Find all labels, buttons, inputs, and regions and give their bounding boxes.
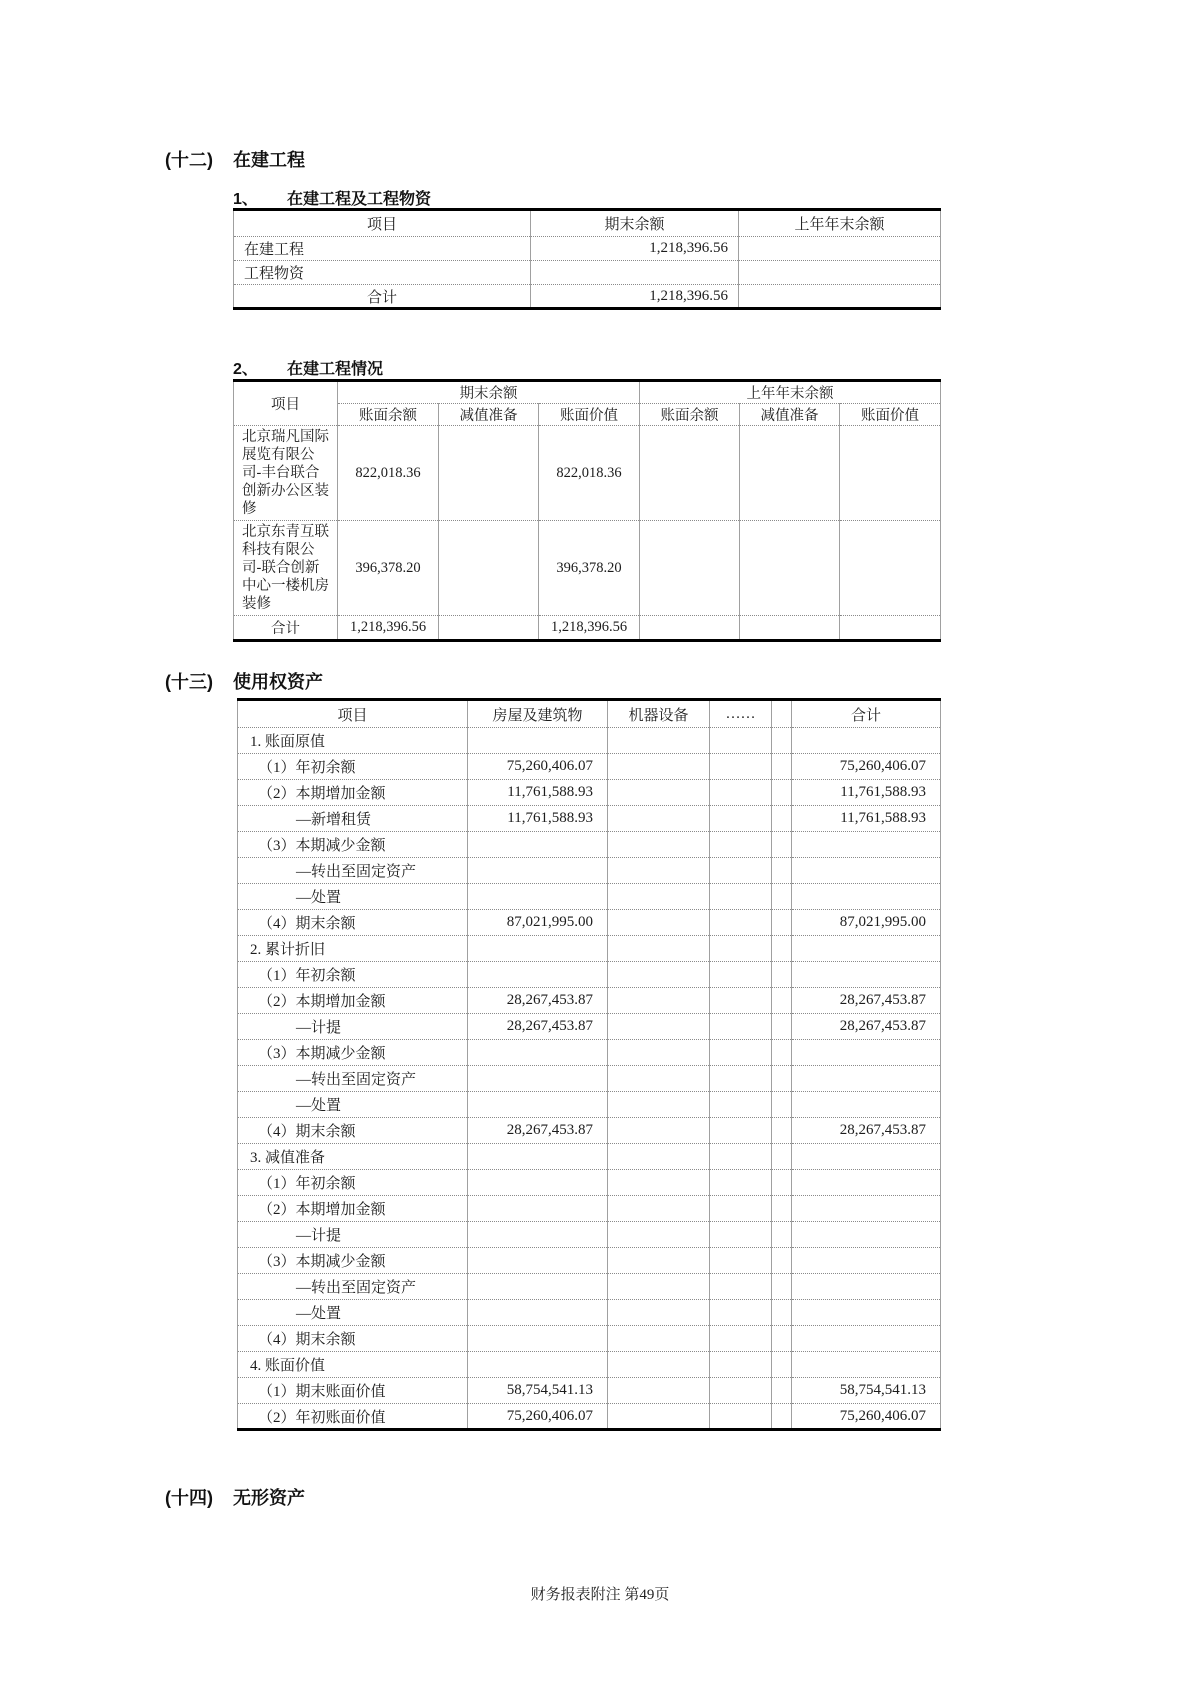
cell-ellipsis-value [710,936,772,962]
project-name: 北京东青互联科技有限公司-联合创新中心一楼机房装修 [234,521,338,616]
table-row [238,962,941,988]
cell-buildings-value [468,858,608,884]
cell-total-value: 11,761,588.93 [792,806,941,832]
cell-ellipsis-value [710,1118,772,1144]
subsection-1-number: 1、 [233,191,258,208]
table-row [238,1222,941,1248]
cell-machinery-value [608,858,710,884]
cell-buildings-value [468,1222,608,1248]
cell-machinery-value [608,1144,710,1170]
cell-machinery-value [608,884,710,910]
cell-total-value [792,1144,941,1170]
cell-total-value [792,1326,941,1352]
row-label: —转出至固定资产 [238,1066,468,1092]
table-row [234,237,941,261]
cell-blank-value [772,1014,792,1040]
cell-blank-value [772,1222,792,1248]
cell-buildings-value [468,962,608,988]
section-12-number: (十二) [165,150,213,170]
row-label: （1）年初余额 [238,754,468,780]
cell-blank-value [772,1352,792,1378]
table-row [238,1378,941,1404]
col-header-impairment: 减值准备 [439,404,539,426]
table-row [238,1326,941,1352]
cell-ellipsis-value [710,1144,772,1170]
cell-total-value [792,1274,941,1300]
cell-blank-value [772,1196,792,1222]
total-value: 1,218,396.56 [338,616,439,641]
section-14-heading [165,1484,305,1510]
cell-ellipsis-value [710,1066,772,1092]
cell-ellipsis-value [710,780,772,806]
col-header-book-balance: 账面余额 [640,404,740,426]
row-label: —处置 [238,1300,468,1326]
cell-machinery-value [608,988,710,1014]
prior-balance-value [739,237,941,261]
cell-ellipsis-value [710,1248,772,1274]
cell-machinery-value [608,1170,710,1196]
group-header-ending-balance: 期末余额 [338,381,640,404]
cell-ellipsis-value [710,962,772,988]
col-header-book-balance: 账面余额 [338,404,439,426]
cell-total-value [792,1040,941,1066]
cell-value: 396,378.20 [338,521,439,616]
cell-ellipsis-value [710,858,772,884]
table-row [238,1300,941,1326]
ending-balance-value: 1,218,396.56 [531,237,739,261]
cell-total-value [792,1248,941,1274]
page-footer: 财务报表附注 第49页 [530,1587,670,1603]
cell-ellipsis-value [710,1378,772,1404]
cell-machinery-value [608,1222,710,1248]
row-label: 在建工程 [234,237,531,261]
table-row [238,910,941,936]
cell-blank-value [772,1118,792,1144]
table-row [238,780,941,806]
cell-buildings-value: 75,260,406.07 [468,754,608,780]
total-value: 1,218,396.56 [539,616,640,641]
cell-blank-value [772,728,792,754]
cell-blank-value [772,858,792,884]
section-13-title: 使用权资产 [233,672,323,692]
col-header-buildings: 房屋及建筑物 [468,700,608,728]
row-label: 4. 账面价值 [238,1352,468,1378]
cell-ellipsis-value [710,1274,772,1300]
row-label: —新增租赁 [238,806,468,832]
cell-buildings-value: 75,260,406.07 [468,1404,608,1430]
cell-ellipsis-value [710,884,772,910]
table-header-row [234,210,941,237]
cell-buildings-value [468,832,608,858]
cell-blank-value [772,1404,792,1430]
project-name: 北京瑞凡国际展览有限公司-丰台联合创新办公区装修 [234,426,338,521]
table-row [238,1040,941,1066]
row-label: （4）期末余额 [238,1118,468,1144]
cell-blank-value [772,1300,792,1326]
cell-blank-value [772,1326,792,1352]
cell-total-value [792,1352,941,1378]
cell-total-value [792,1222,941,1248]
cell-total-value [792,1066,941,1092]
row-label: 3. 减值准备 [238,1144,468,1170]
col-header-book-value: 账面价值 [539,404,640,426]
cell-ellipsis-value [710,1222,772,1248]
cell-ellipsis-value [710,988,772,1014]
cell-machinery-value [608,1404,710,1430]
cell-buildings-value [468,728,608,754]
table-row [238,1352,941,1378]
cell-machinery-value [608,832,710,858]
cell-ellipsis-value [710,1300,772,1326]
cell-total-value [792,1092,941,1118]
table-total-row [234,285,941,309]
cell-machinery-value [608,1326,710,1352]
row-label: —计提 [238,1014,468,1040]
cell-buildings-value [468,1040,608,1066]
cell-machinery-value [608,806,710,832]
row-label: （2）本期增加金额 [238,988,468,1014]
row-label: —计提 [238,1222,468,1248]
cell-value: 822,018.36 [539,426,640,521]
section-13-heading [165,668,323,694]
subsection-2-title: 在建工程情况 [287,361,384,378]
cell-total-value: 87,021,995.00 [792,910,941,936]
cell-ellipsis-value [710,754,772,780]
table-row [238,1248,941,1274]
group-header-prior-year-balance: 上年年末余额 [640,381,941,404]
cell-value [439,521,539,616]
cip-detail-table [233,379,941,642]
cell-total-value: 75,260,406.07 [792,1404,941,1430]
subsection-2-heading [233,356,383,379]
cell-ellipsis-value [710,1014,772,1040]
table-row [234,426,941,521]
col-header-prior-year-balance: 上年年末余额 [739,210,941,237]
cell-buildings-value [468,1196,608,1222]
cell-machinery-value [608,1118,710,1144]
table-header-row [238,700,941,728]
ending-balance-value [531,261,739,285]
table-row [238,728,941,754]
cell-value [640,521,740,616]
cell-total-value [792,884,941,910]
row-label: （3）本期减少金额 [238,1248,468,1274]
subsection-2-number: 2、 [233,361,258,378]
table-row [238,806,941,832]
cell-buildings-value: 11,761,588.93 [468,806,608,832]
cell-blank-value [772,988,792,1014]
total-value [439,616,539,641]
row-label: 2. 累计折旧 [238,936,468,962]
cell-machinery-value [608,1066,710,1092]
cell-blank-value [772,832,792,858]
cell-machinery-value [608,1092,710,1118]
cell-total-value [792,1170,941,1196]
total-ending-balance: 1,218,396.56 [531,285,739,309]
table-row [234,521,941,616]
cell-total-value [792,936,941,962]
row-label: 工程物资 [234,261,531,285]
col-header-blank [772,700,792,728]
row-label: —处置 [238,1092,468,1118]
col-header-impairment: 减值准备 [740,404,840,426]
cell-ellipsis-value [710,1326,772,1352]
cell-total-value: 75,260,406.07 [792,754,941,780]
cell-ellipsis-value [710,832,772,858]
cell-machinery-value [608,728,710,754]
row-label: （2）本期增加金额 [238,780,468,806]
table-row [238,1196,941,1222]
total-label: 合计 [234,616,338,641]
table-group-header-row [234,381,941,404]
cell-machinery-value [608,962,710,988]
col-header-ellipsis: …… [710,700,772,728]
cell-machinery-value [608,1196,710,1222]
cell-machinery-value [608,754,710,780]
row-label: —处置 [238,884,468,910]
cell-machinery-value [608,1300,710,1326]
table-row [238,1274,941,1300]
cell-ellipsis-value [710,910,772,936]
cell-value: 822,018.36 [338,426,439,521]
section-12-heading [165,146,305,172]
table-row [238,1014,941,1040]
row-label: （4）期末余额 [238,1326,468,1352]
col-header-ending-balance: 期末余额 [531,210,739,237]
row-label: （1）年初余额 [238,1170,468,1196]
cell-blank-value [772,754,792,780]
cell-total-value [792,858,941,884]
cell-ellipsis-value [710,1092,772,1118]
cell-buildings-value [468,1066,608,1092]
cip-summary-table [233,208,941,310]
cell-total-value [792,1300,941,1326]
table-row [238,858,941,884]
cell-total-value [792,832,941,858]
cell-total-value: 58,754,541.13 [792,1378,941,1404]
cell-buildings-value [468,884,608,910]
table-total-row [234,616,941,641]
table-row [238,988,941,1014]
cell-blank-value [772,1144,792,1170]
row-label: —转出至固定资产 [238,858,468,884]
table-row [238,754,941,780]
cell-blank-value [772,936,792,962]
cell-buildings-value [468,1274,608,1300]
total-value [740,616,840,641]
section-14-title: 无形资产 [233,1488,305,1508]
cell-buildings-value [468,1170,608,1196]
row-label: 1. 账面原值 [238,728,468,754]
cell-machinery-value [608,1378,710,1404]
cell-blank-value [772,910,792,936]
cell-blank-value [772,1248,792,1274]
subsection-1-heading [233,186,431,209]
cell-ellipsis-value [710,806,772,832]
cell-value [840,521,941,616]
cell-ellipsis-value [710,728,772,754]
row-label: （2）本期增加金额 [238,1196,468,1222]
table-row [238,1404,941,1430]
cell-machinery-value [608,1014,710,1040]
cell-total-value: 28,267,453.87 [792,988,941,1014]
table-row [238,1118,941,1144]
row-label: （4）期末余额 [238,910,468,936]
cell-buildings-value [468,1144,608,1170]
cell-blank-value [772,1170,792,1196]
cell-buildings-value: 28,267,453.87 [468,1118,608,1144]
cell-value [840,426,941,521]
row-label: （1）年初余额 [238,962,468,988]
cell-blank-value [772,1066,792,1092]
cell-value [640,426,740,521]
cell-blank-value [772,884,792,910]
cell-buildings-value [468,1248,608,1274]
cell-machinery-value [608,936,710,962]
cell-buildings-value [468,1092,608,1118]
section-14-number: (十四) [165,1488,213,1508]
cell-blank-value [772,780,792,806]
cell-buildings-value: 28,267,453.87 [468,988,608,1014]
cell-blank-value [772,962,792,988]
cell-ellipsis-value [710,1404,772,1430]
table-row [238,1170,941,1196]
section-12-title: 在建工程 [233,150,305,170]
cell-blank-value [772,1274,792,1300]
cell-ellipsis-value [710,1352,772,1378]
cell-buildings-value [468,1352,608,1378]
table-row [234,261,941,285]
cell-buildings-value: 28,267,453.87 [468,1014,608,1040]
table-row [238,1092,941,1118]
row-label: （3）本期减少金额 [238,832,468,858]
cell-buildings-value: 58,754,541.13 [468,1378,608,1404]
col-header-item: 项目 [238,700,468,728]
cell-total-value [792,1196,941,1222]
cell-blank-value [772,1092,792,1118]
table-row [238,832,941,858]
cell-value [439,426,539,521]
row-label: （1）期末账面价值 [238,1378,468,1404]
row-label: （3）本期减少金额 [238,1040,468,1066]
rou-assets-table [237,698,941,1431]
cell-machinery-value [608,1040,710,1066]
cell-value: 396,378.20 [539,521,640,616]
cell-total-value: 28,267,453.87 [792,1118,941,1144]
row-label: （2）年初账面价值 [238,1404,468,1430]
cell-blank-value [772,806,792,832]
col-header-machinery: 机器设备 [608,700,710,728]
total-value [640,616,740,641]
cell-buildings-value: 11,761,588.93 [468,780,608,806]
cell-ellipsis-value [710,1040,772,1066]
cell-value [740,521,840,616]
cell-ellipsis-value [710,1196,772,1222]
section-13-number: (十三) [165,672,213,692]
col-header-item: 项目 [234,210,531,237]
cell-buildings-value [468,1300,608,1326]
cell-machinery-value [608,1248,710,1274]
table-subheader-row [234,404,941,426]
total-prior-balance [739,285,941,309]
cell-machinery-value [608,780,710,806]
total-value [840,616,941,641]
table-row [238,936,941,962]
cell-buildings-value: 87,021,995.00 [468,910,608,936]
prior-balance-value [739,261,941,285]
cell-blank-value [772,1378,792,1404]
cell-machinery-value [608,1274,710,1300]
total-label: 合计 [234,285,531,309]
cell-total-value: 28,267,453.87 [792,1014,941,1040]
table-row [238,1144,941,1170]
cell-machinery-value [608,910,710,936]
table-row [238,884,941,910]
cell-value [740,426,840,521]
cell-ellipsis-value [710,1170,772,1196]
cell-blank-value [772,1040,792,1066]
col-header-book-value: 账面价值 [840,404,941,426]
table-row [238,1066,941,1092]
cell-buildings-value [468,936,608,962]
cell-machinery-value [608,1352,710,1378]
cell-total-value: 11,761,588.93 [792,780,941,806]
row-label: —转出至固定资产 [238,1274,468,1300]
col-header-total: 合计 [792,700,941,728]
col-header-item: 项目 [234,381,338,426]
cell-buildings-value [468,1326,608,1352]
cell-total-value [792,962,941,988]
cell-total-value [792,728,941,754]
subsection-1-title: 在建工程及工程物资 [287,191,432,208]
